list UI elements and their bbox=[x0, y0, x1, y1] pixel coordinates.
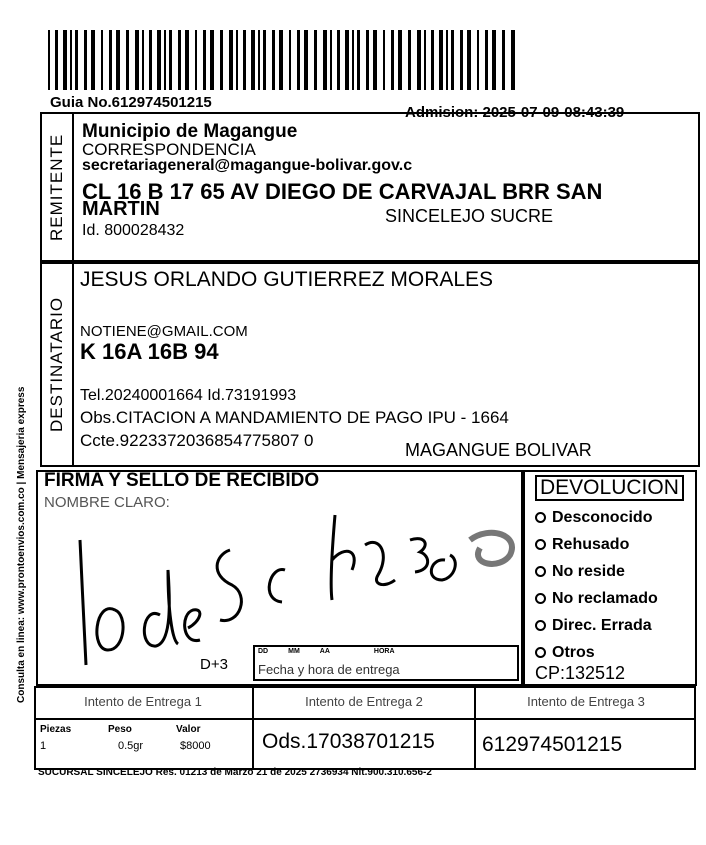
barcode-bar bbox=[314, 30, 317, 90]
intento-1: Intento de Entrega 1 bbox=[34, 686, 254, 720]
envio-headers bbox=[40, 724, 200, 735]
radio-icon bbox=[535, 512, 546, 523]
radio-icon bbox=[535, 593, 546, 604]
intento-2: Intento de Entrega 2 bbox=[254, 686, 476, 720]
barcode-bar bbox=[251, 30, 255, 90]
barcode-bar bbox=[164, 30, 166, 90]
barcode-bar bbox=[297, 30, 300, 90]
barcode-bar bbox=[84, 30, 87, 90]
barcode-bar bbox=[511, 30, 515, 90]
d3-label: D+3 bbox=[200, 656, 228, 673]
devolucion-title: DEVOLUCION bbox=[535, 475, 684, 501]
fecha-col-mm: MM bbox=[288, 648, 300, 655]
destinatario-label: DESTINATARIO bbox=[47, 296, 66, 433]
barcode-bar bbox=[373, 30, 377, 90]
admision-timestamp: Admision: 2025-07-09-08:43:39 bbox=[405, 104, 625, 121]
barcode-bar bbox=[330, 30, 332, 90]
barcode-bar bbox=[424, 30, 426, 90]
barcode-bar bbox=[229, 30, 233, 90]
barcode-bar bbox=[366, 30, 369, 90]
barcode-bar bbox=[63, 30, 67, 90]
remitente-label: REMITENTE bbox=[47, 133, 66, 241]
barcode-bar bbox=[126, 30, 129, 90]
barcode-bar bbox=[203, 30, 206, 90]
value-piezas: 1 bbox=[40, 740, 47, 752]
barcode-bar bbox=[352, 30, 354, 90]
radio-icon bbox=[535, 647, 546, 658]
barcode-bar bbox=[116, 30, 120, 90]
remitente-direccion: CL 16 B 17 65 AV DIEGO DE CARVAJAL BRR SAN bbox=[82, 179, 603, 204]
barcode-bar bbox=[210, 30, 214, 90]
barcode-bar bbox=[75, 30, 78, 90]
barcode-bar bbox=[109, 30, 112, 90]
devolucion-option-no-reclamado[interactable]: No reclamado bbox=[535, 585, 658, 612]
radio-icon bbox=[535, 620, 546, 631]
remitente-id: Id. 800028432 bbox=[82, 222, 185, 239]
barcode-bar bbox=[357, 30, 360, 90]
radio-icon bbox=[535, 566, 546, 577]
fecha-entrega-label: Fecha y hora de entrega bbox=[258, 662, 400, 677]
barcode-bar bbox=[243, 30, 246, 90]
remitente-email: secretariageneral@magangue-bolivar.gov.c bbox=[82, 157, 413, 174]
remitente-area: CORRESPONDENCIA bbox=[82, 140, 256, 159]
footer-text: SUCURSAL SINCELEJO Res. 01213 de Marzo 21 de 2025 2736934 Nit.900.310.656-2 bbox=[38, 767, 432, 778]
barcode-bar bbox=[391, 30, 394, 90]
barcode-bar bbox=[502, 30, 505, 90]
barcode-bar bbox=[304, 30, 308, 90]
barcode-bar bbox=[101, 30, 103, 90]
destinatario-email: NOTIENE@GMAIL.COM bbox=[80, 323, 248, 340]
ods-number: Ods.17038701215 bbox=[262, 730, 435, 753]
fecha-col-aa: AA bbox=[319, 648, 330, 655]
envio-values bbox=[40, 740, 211, 752]
destinatario-ciudad: MAGANGUE BOLIVAR bbox=[405, 440, 592, 460]
barcode-bar bbox=[169, 30, 172, 90]
barcode-bar bbox=[477, 30, 479, 90]
barcode-bar bbox=[142, 30, 144, 90]
codigo-postal: CP:132512 bbox=[535, 663, 626, 683]
remitente-ciudad: SINCELEJO SUCRE bbox=[385, 206, 554, 226]
value-peso: 0.5gr bbox=[118, 740, 144, 752]
barcode-bar bbox=[149, 30, 152, 90]
barcode bbox=[48, 30, 610, 90]
barcode-bar bbox=[48, 30, 50, 90]
barcode-bar bbox=[91, 30, 95, 90]
nombre-claro-label: NOMBRE CLARO: bbox=[44, 494, 170, 511]
barcode-bar bbox=[220, 30, 223, 90]
destinatario-ccte: Ccte.9223372036854775807 0 bbox=[80, 431, 314, 450]
barcode-bar bbox=[279, 30, 283, 90]
destinatario-telefono: Tel.20240001664 Id.73191993 bbox=[80, 387, 297, 404]
header-piezas: Piezas bbox=[40, 724, 72, 735]
barcode-bar bbox=[383, 30, 385, 90]
firma-title: FIRMA Y SELLO DE RECIBIDO bbox=[44, 470, 320, 491]
barcode-bar bbox=[460, 30, 463, 90]
barcode-bar bbox=[417, 30, 421, 90]
header-peso: Peso bbox=[108, 724, 132, 735]
barcode-bar bbox=[492, 30, 496, 90]
value-valor: $8000 bbox=[180, 740, 211, 752]
barcode-bar bbox=[178, 30, 181, 90]
barcode-bar bbox=[289, 30, 291, 90]
barcode-bar bbox=[258, 30, 260, 90]
barcode-bar bbox=[345, 30, 349, 90]
devolucion-options bbox=[535, 504, 658, 666]
barcode-bar bbox=[195, 30, 197, 90]
barcode-bar bbox=[185, 30, 189, 90]
destinatario-nombre: JESUS ORLANDO GUTIERREZ MORALES bbox=[80, 268, 494, 291]
fecha-col-dd: DD bbox=[258, 648, 269, 655]
barcode-bar bbox=[337, 30, 340, 90]
devolucion-option-no-reside[interactable]: No reside bbox=[535, 558, 658, 585]
guia-bottom: 612974501215 bbox=[482, 733, 623, 756]
guia-number: Guia No.612974501215 bbox=[50, 94, 212, 111]
fecha-columns bbox=[258, 648, 395, 655]
remitente-nombre: Municipio de Magangue bbox=[82, 121, 298, 142]
barcode-bar bbox=[467, 30, 471, 90]
barcode-bar bbox=[70, 30, 72, 90]
fecha-col-hora: HORA bbox=[373, 648, 395, 655]
consulta-online-note: Consulta en linea: www.prontoenvios.com.co | Mensajeria express bbox=[16, 386, 27, 704]
barcode-bar bbox=[446, 30, 448, 90]
barcode-bar bbox=[431, 30, 434, 90]
remitente-direccion-2: MARTIN bbox=[82, 198, 160, 220]
header-valor: Valor bbox=[176, 724, 201, 735]
barcode-bar bbox=[135, 30, 139, 90]
barcode-bar bbox=[485, 30, 488, 90]
intento-3: Intento de Entrega 3 bbox=[476, 686, 696, 720]
devolucion-option-otros[interactable]: Otros bbox=[535, 639, 658, 666]
barcode-bar bbox=[408, 30, 411, 90]
barcode-bar bbox=[451, 30, 454, 90]
barcode-bar bbox=[236, 30, 238, 90]
barcode-bar bbox=[439, 30, 443, 90]
devolucion-option-desconocido[interactable]: Desconocido bbox=[535, 504, 658, 531]
barcode-bar bbox=[398, 30, 402, 90]
destinatario-direccion: K 16A 16B 94 bbox=[80, 339, 219, 364]
devolucion-option-direc-errada[interactable]: Direc. Errada bbox=[535, 612, 658, 639]
barcode-bar bbox=[157, 30, 161, 90]
barcode-bar bbox=[55, 30, 58, 90]
barcode-bar bbox=[272, 30, 275, 90]
devolucion-option-rehusado[interactable]: Rehusado bbox=[535, 531, 658, 558]
barcode-bar bbox=[263, 30, 266, 90]
destinatario-observacion: Obs.CITACION A MANDAMIENTO DE PAGO IPU - 1664 bbox=[80, 408, 509, 427]
radio-icon bbox=[535, 539, 546, 550]
barcode-bar bbox=[323, 30, 327, 90]
